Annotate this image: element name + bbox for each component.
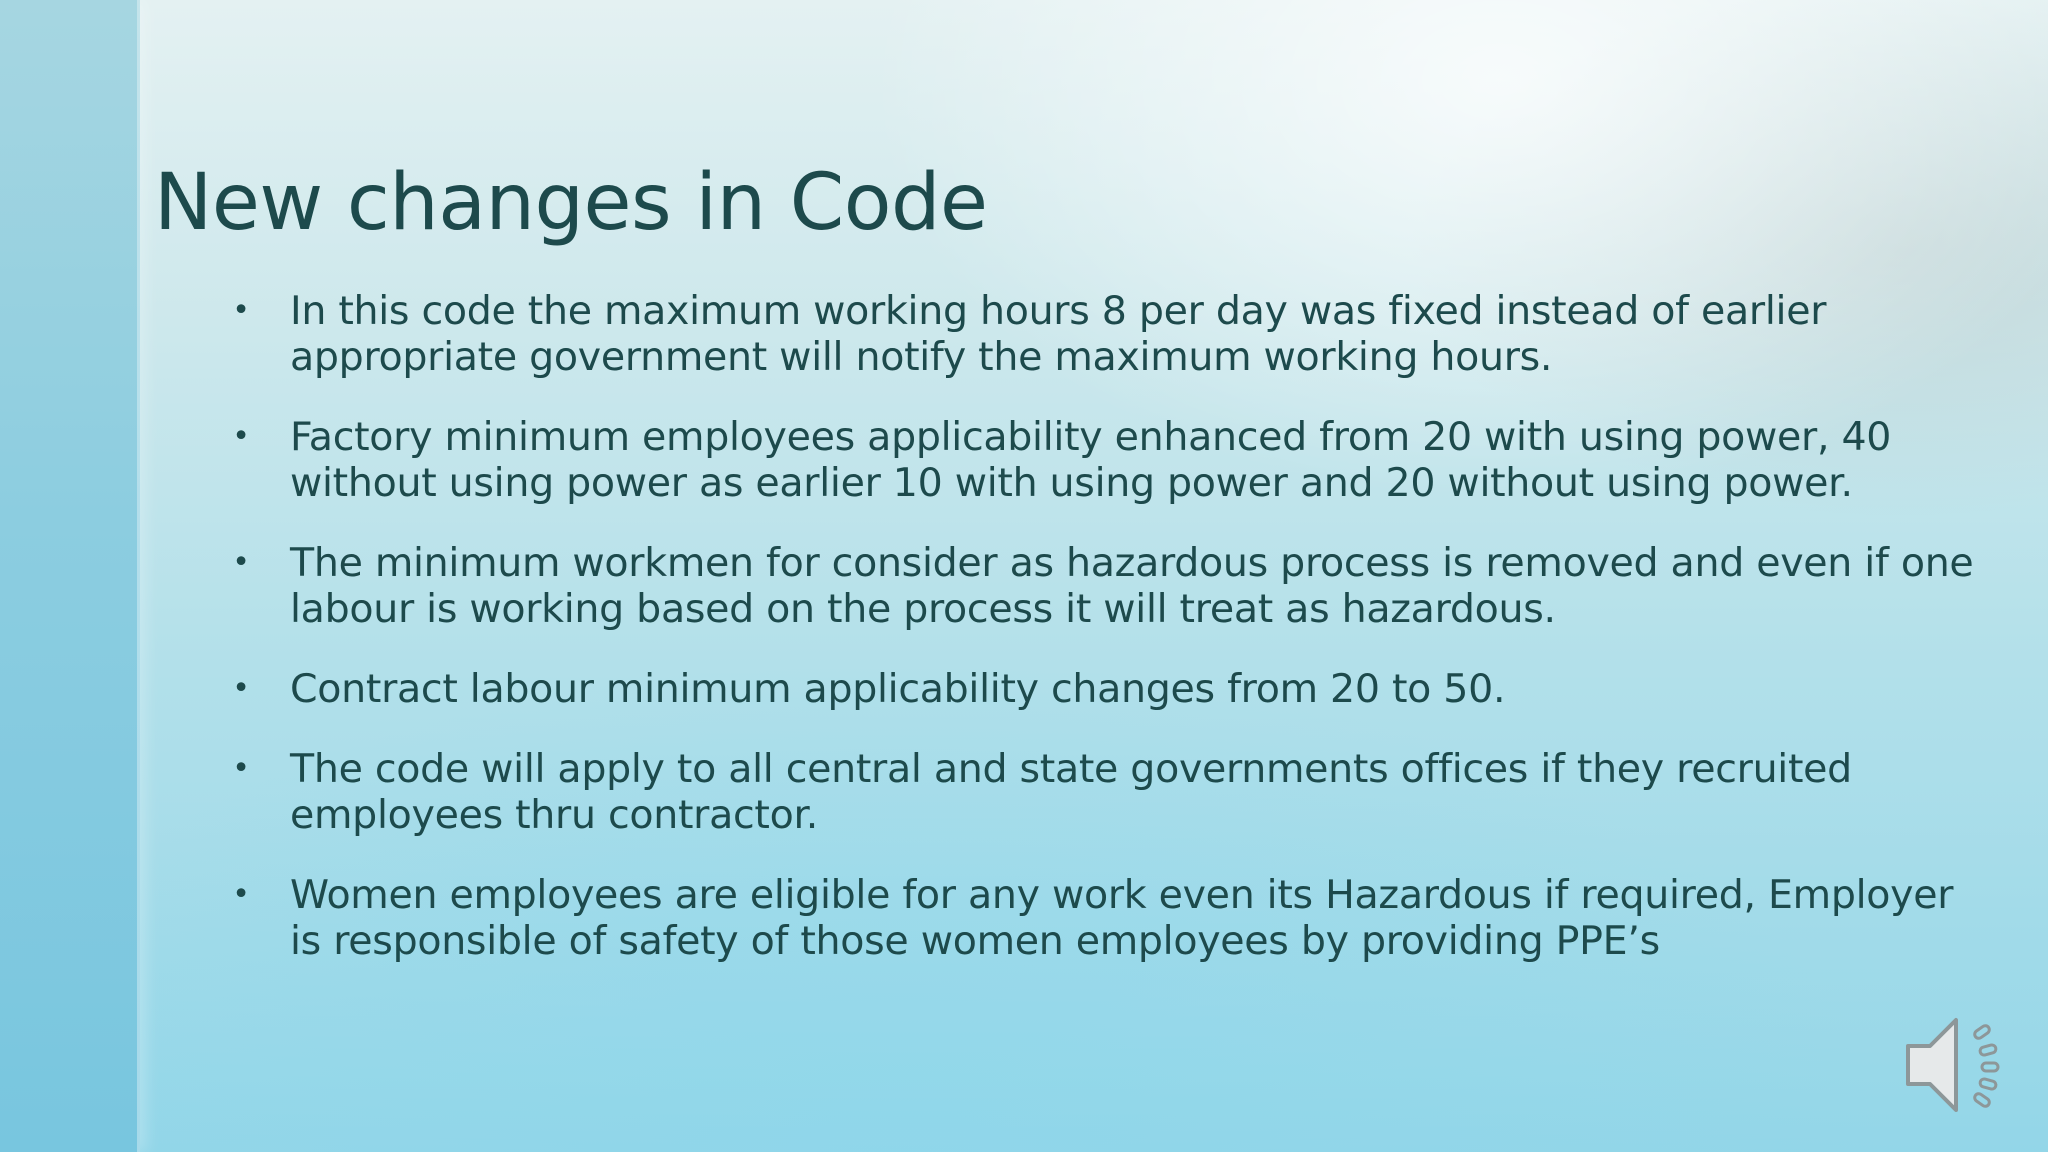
bullet-text: Factory minimum employees applicability enhanced from 20 with using power, 40 without using power as earlier 10 with using power and 20 without using power. — [290, 414, 1892, 506]
bullet-text: The minimum workmen for consider as hazardous process is removed and even if one labour is working based on the process it will treat as hazardous. — [290, 540, 1974, 632]
bullet-text: In this code the maximum working hours 8 per day was fixed instead of earlier appropriate government will notify the maximum working hours. — [290, 288, 1827, 380]
bullet-text: The code will apply to all central and state governments offices if they recruited employees thru contractor. — [290, 746, 1852, 838]
bullet-item — [230, 872, 1990, 964]
speaker-icon[interactable] — [1904, 1010, 2014, 1120]
bullet-item — [230, 414, 1990, 506]
bullet-text: Women employees are eligible for any work even its Hazardous if required, Employer is responsible of safety of those women employees by providing PPE’s — [290, 872, 1954, 964]
bullet-item — [230, 746, 1990, 838]
slide-title: New changes in Code — [154, 158, 988, 248]
bullet-dot: • — [232, 545, 250, 580]
bullet-dot: • — [232, 293, 250, 328]
bullet-text: Contract labour minimum applicability changes from 20 to 50. — [290, 666, 1506, 712]
bullet-list — [230, 288, 1990, 998]
bullet-item — [230, 288, 1990, 380]
bullet-dot: • — [232, 751, 250, 786]
bullet-dot: • — [232, 877, 250, 912]
bullet-item — [230, 540, 1990, 632]
left-accent-band — [0, 0, 140, 1152]
bullet-dot: • — [232, 671, 250, 706]
bullet-item — [230, 666, 1990, 712]
bullet-dot: • — [232, 419, 250, 454]
